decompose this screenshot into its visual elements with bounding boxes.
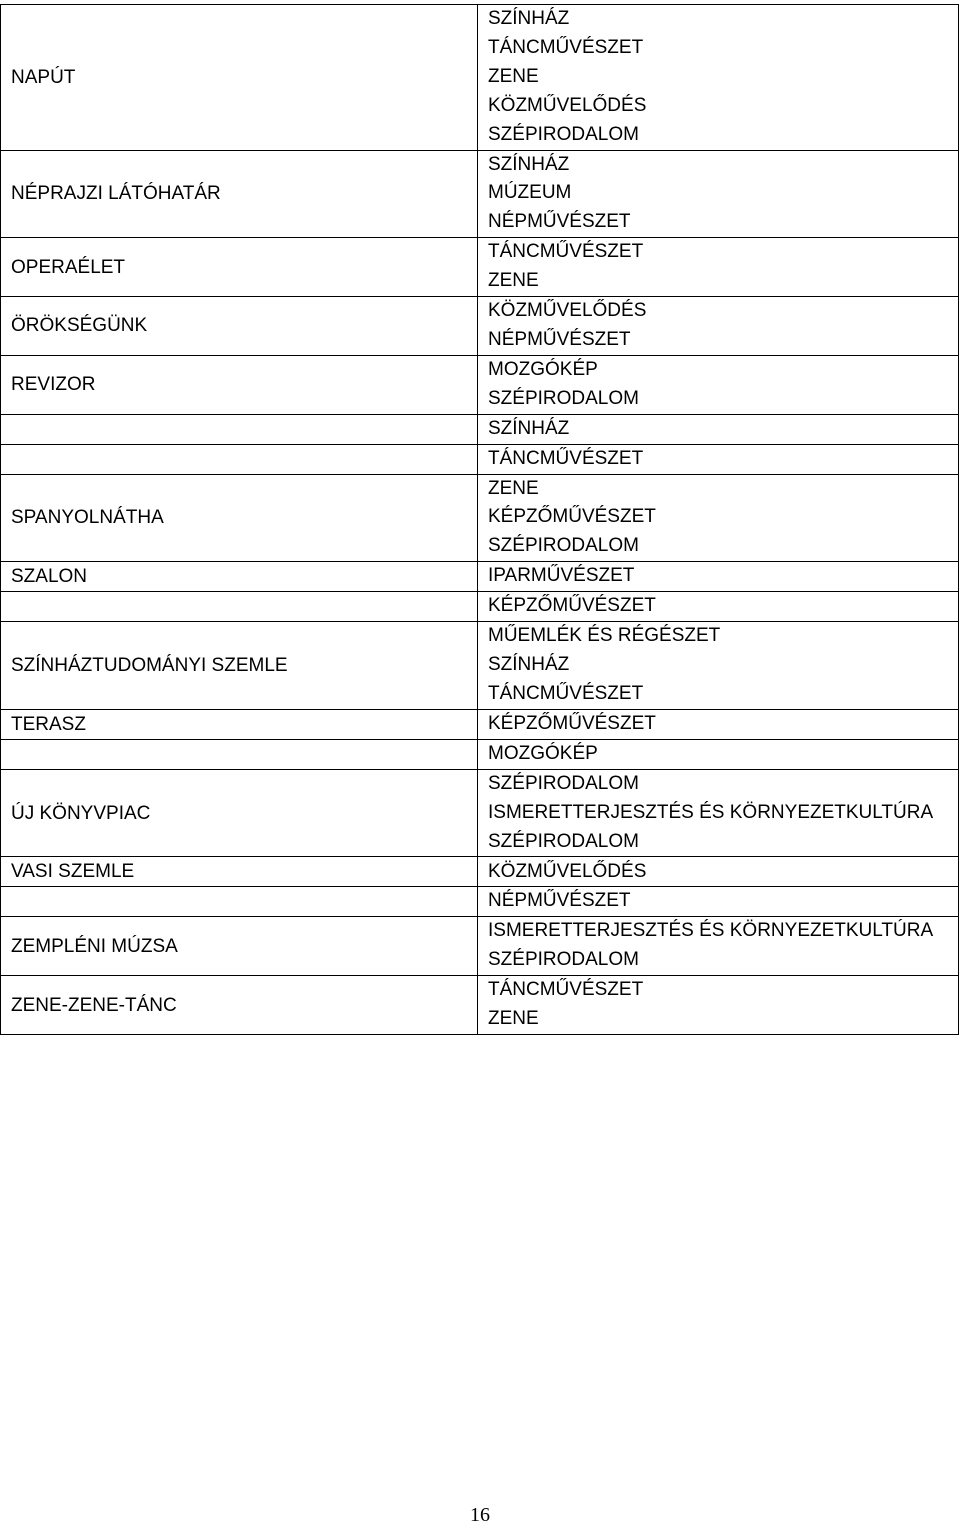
journal-title-cell — [1, 857, 478, 887]
category-cell — [478, 769, 959, 857]
journal-title: VASI SZEMLE — [11, 861, 135, 883]
category-label: TÁNCMŰVÉSZET — [488, 979, 644, 1001]
category-label: SZÍNHÁZ — [488, 417, 570, 439]
table-row — [1, 857, 959, 887]
category-label: NÉPMŰVÉSZET — [488, 890, 631, 912]
table-row — [1, 709, 959, 739]
journal-category-table — [0, 4, 959, 1035]
category-label: NÉPMŰVÉSZET — [488, 211, 631, 233]
table-row — [1, 622, 959, 710]
journal-title: OPERAÉLET — [11, 256, 126, 278]
journal-title: SZALON — [11, 566, 88, 588]
category-cell — [478, 592, 959, 622]
page-number: 16 — [470, 1504, 490, 1526]
table-row — [1, 5, 959, 151]
table-row — [1, 887, 959, 917]
category-label: SZÍNHÁZ — [488, 654, 570, 676]
category-label: ISMERETTERJESZTÉS ÉS KÖRNYEZETKULTÚRA — [488, 801, 934, 823]
category-cell — [478, 414, 959, 444]
category-label: KÉPZŐMŰVÉSZET — [488, 506, 656, 528]
journal-title: ÖRÖKSÉGÜNK — [11, 315, 148, 337]
journal-title: NAPÚT — [11, 66, 76, 88]
category-label: KÖZMŰVELŐDÉS — [488, 860, 647, 882]
category-cell — [478, 887, 959, 917]
category-label: TÁNCMŰVÉSZET — [488, 447, 644, 469]
journal-title: ZENE-ZENE-TÁNC — [11, 994, 177, 1016]
table-row — [1, 150, 959, 238]
category-label: MŰEMLÉK ÉS RÉGÉSZET — [488, 625, 721, 647]
journal-title-cell — [1, 976, 478, 1035]
journal-title-cell — [1, 5, 478, 151]
table-body — [1, 5, 959, 1035]
category-cell — [478, 976, 959, 1035]
category-label: ZENE — [488, 1008, 539, 1030]
table-row — [1, 976, 959, 1035]
table-row — [1, 769, 959, 857]
category-label: SZÉPIRODALOM — [488, 387, 639, 409]
journal-title-cell — [1, 917, 478, 976]
category-cell — [478, 622, 959, 710]
category-label: SZÉPIRODALOM — [488, 772, 639, 794]
category-cell — [478, 917, 959, 976]
journal-title-cell — [1, 622, 478, 710]
category-label: SZÉPIRODALOM — [488, 949, 639, 971]
journal-title: SPANYOLNÁTHA — [11, 507, 164, 529]
category-label: SZÍNHÁZ — [488, 8, 570, 29]
journal-title: ÚJ KÖNYVPIAC — [11, 802, 151, 824]
category-label: TÁNCMŰVÉSZET — [488, 241, 644, 263]
table-row — [1, 444, 959, 474]
category-label: KÖZMŰVELŐDÉS — [488, 94, 647, 116]
journal-title-cell — [1, 709, 478, 739]
category-label: KÉPZŐMŰVÉSZET — [488, 595, 656, 617]
journal-title-cell — [1, 150, 478, 238]
category-label: MÚZEUM — [488, 182, 572, 204]
table-row — [1, 562, 959, 592]
category-cell — [478, 474, 959, 562]
category-label: KÉPZŐMŰVÉSZET — [488, 712, 656, 734]
category-label: KÖZMŰVELŐDÉS — [488, 300, 647, 322]
category-cell — [478, 355, 959, 414]
category-cell — [478, 5, 959, 151]
category-cell — [478, 444, 959, 474]
category-label: TÁNCMŰVÉSZET — [488, 682, 644, 704]
table-row — [1, 238, 959, 297]
table-row — [1, 739, 959, 769]
journal-title-cell — [1, 592, 478, 622]
table-row — [1, 474, 959, 562]
category-label: SZÍNHÁZ — [488, 153, 570, 175]
journal-title-cell — [1, 739, 478, 769]
category-cell — [478, 238, 959, 297]
category-label: ISMERETTERJESZTÉS ÉS KÖRNYEZETKULTÚRA — [488, 920, 934, 942]
category-cell — [478, 562, 959, 592]
category-cell — [478, 857, 959, 887]
journal-title-cell — [1, 414, 478, 444]
journal-title: TERASZ — [11, 713, 86, 735]
journal-title: NÉPRAJZI LÁTÓHATÁR — [11, 183, 221, 205]
journal-title-cell — [1, 769, 478, 857]
category-cell — [478, 739, 959, 769]
table-row — [1, 917, 959, 976]
category-label: MOZGÓKÉP — [488, 742, 598, 764]
table-row — [1, 297, 959, 356]
category-label: MOZGÓKÉP — [488, 358, 598, 380]
journal-title-cell — [1, 887, 478, 917]
table-row — [1, 592, 959, 622]
journal-title-cell — [1, 474, 478, 562]
category-label: SZÉPIRODALOM — [488, 535, 639, 557]
journal-title: REVIZOR — [11, 374, 96, 396]
category-label: ZENE — [488, 270, 539, 292]
category-label: SZÉPIRODALOM — [488, 830, 639, 852]
category-label: NÉPMŰVÉSZET — [488, 328, 631, 350]
category-label: IPARMŰVÉSZET — [488, 565, 635, 587]
table-row — [1, 355, 959, 414]
table-row — [1, 414, 959, 444]
category-label: ZENE — [488, 65, 539, 87]
journal-title: ZEMPLÉNI MÚZSA — [11, 935, 178, 957]
journal-title: SZÍNHÁZTUDOMÁNYI SZEMLE — [11, 654, 288, 676]
journal-title-cell — [1, 562, 478, 592]
category-label: TÁNCMŰVÉSZET — [488, 36, 644, 58]
journal-title-cell — [1, 238, 478, 297]
category-label: ZENE — [488, 477, 539, 499]
journal-title-cell — [1, 297, 478, 356]
journal-title-cell — [1, 444, 478, 474]
category-cell — [478, 709, 959, 739]
category-cell — [478, 297, 959, 356]
category-label: SZÉPIRODALOM — [488, 123, 639, 145]
journal-title-cell — [1, 355, 478, 414]
category-cell — [478, 150, 959, 238]
